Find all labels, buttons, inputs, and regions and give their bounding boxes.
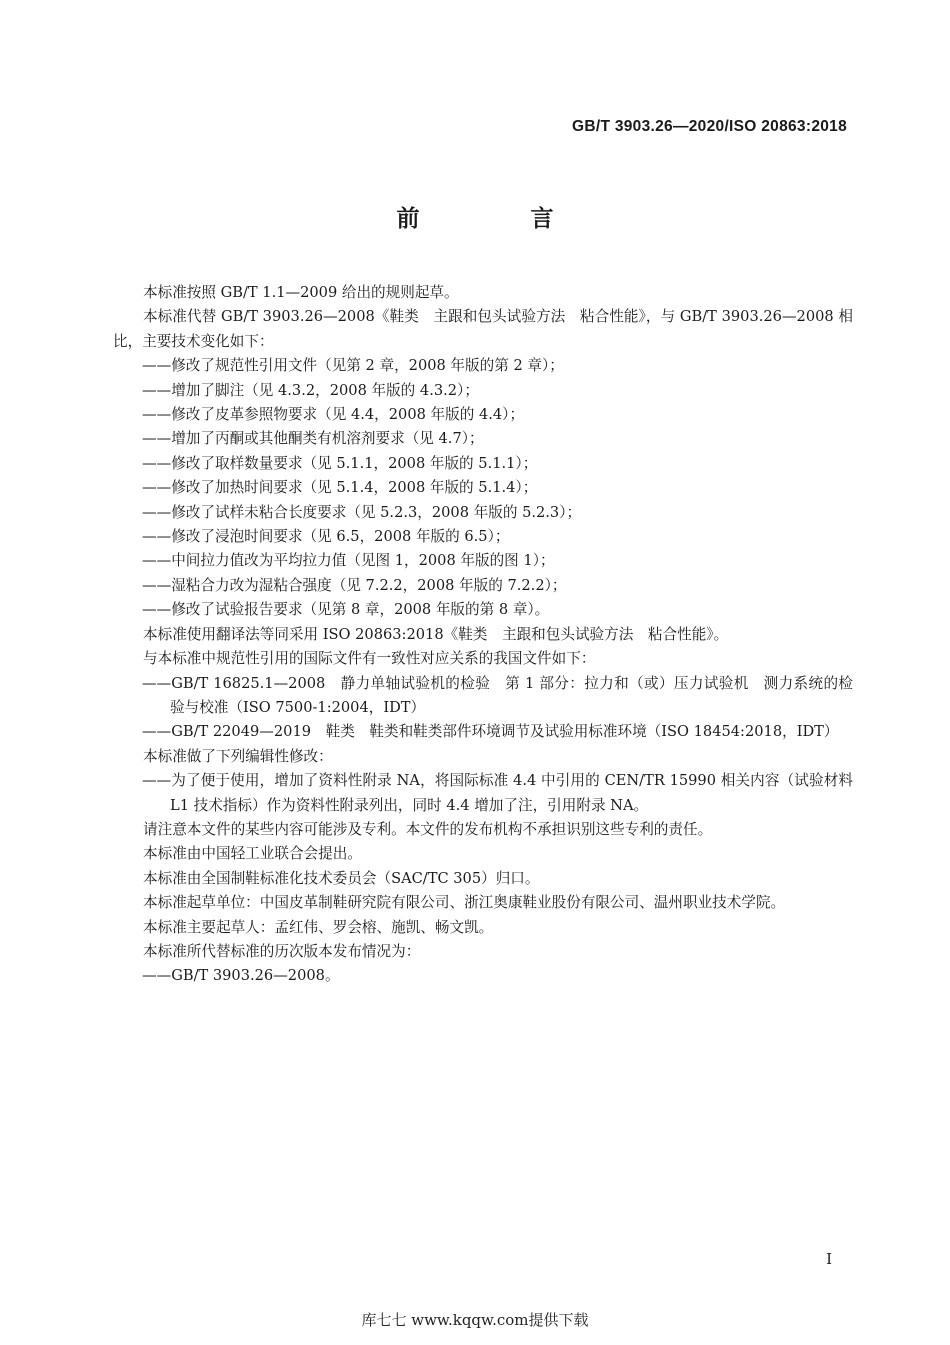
list-item: ——GB/T 16825.1—2008 静力单轴试验机的检验 第 1 部分：拉力和（或）压力试验机 测力系统的检验与校准（ISO 7500-1:2004，IDT） <box>142 674 853 716</box>
list-item: ——修改了试样未粘合长度要求（见 5.2.3，2008 年版的 5.2.3）； <box>142 503 582 521</box>
paragraph: 请注意本文件的某些内容可能涉及专利。本文件的发布机构不承担识别这些专利的责任。 <box>143 820 713 838</box>
list-item: ——增加了脚注（见 4.3.2，2008 年版的 4.3.2）； <box>142 381 479 399</box>
paragraph: 本标准主要起草人：孟红伟、罗会榕、施凯、畅文凯。 <box>143 918 494 936</box>
list-item: ——为了便于使用，增加了资料性附录 NA，将国际标准 4.4 中引用的 CEN/TR 15990 相关内容（试验材料 L1 技术指标）作为资料性附录列出，同时 4.4 增加了注，引用附录 NA。 <box>142 772 853 814</box>
list-item: ——修改了取样数量要求（见 5.1.1，2008 年版的 5.1.1）； <box>142 454 538 472</box>
list-item: ——修改了试验报告要求（见第 8 章，2008 年版的第 8 章）。 <box>142 601 550 619</box>
paragraph: 本标准按照 GB/T 1.1—2009 给出的规则起草。 <box>143 284 459 301</box>
list-item: ——修改了皮革参照物要求（见 4.4，2008 年版的 4.4）； <box>142 406 525 424</box>
paragraph: 本标准使用翻译法等同采用 ISO 20863:2018《鞋类 主跟和包头试验方法 粘合性能》。 <box>143 625 729 643</box>
paragraph: 本标准代替 GB/T 3903.26—2008《鞋类 主跟和包头试验方法 粘合性能》，与 GB/T 3903.26—2008 相比，主要技术变化如下： <box>113 308 853 350</box>
page-number: I <box>826 1250 832 1268</box>
list-item: ——修改了加热时间要求（见 5.1.4，2008 年版的 5.1.4）； <box>142 479 538 497</box>
list-item: ——修改了规范性引用文件（见第 2 章，2008 年版的第 2 章）； <box>142 357 564 375</box>
foreword-body <box>113 281 853 989</box>
list-item: ——湿粘合力改为湿粘合强度（见 7.2.2，2008 年版的 7.2.2）； <box>142 576 567 594</box>
standard-code-header: GB/T 3903.26—2020/ISO 20863:2018 <box>572 118 847 135</box>
paragraph: 本标准由中国轻工业联合会提出。 <box>143 845 362 863</box>
list-item: ——修改了浸泡时间要求（见 6.5，2008 年版的 6.5）； <box>142 528 510 546</box>
paragraph: 本标准起草单位：中国皮革制鞋研究院有限公司、浙江奥康鞋业股份有限公司、温州职业技术学院。 <box>143 894 786 912</box>
paragraph: 与本标准中规范性引用的国际文件有一致性对应关系的我国文件如下： <box>143 650 596 668</box>
page-title: 前 言 <box>396 206 598 232</box>
list-item: ——GB/T 3903.26—2008。 <box>142 967 340 985</box>
list-item: ——增加了丙酮或其他酮类有机溶剂要求（见 4.7）； <box>142 430 484 448</box>
paragraph: 本标准由全国制鞋标准化技术委员会（SAC/TC 305）归口。 <box>143 869 540 887</box>
paragraph: 本标准做了下列编辑性修改： <box>143 747 333 765</box>
paragraph: 本标准所代替标准的历次版本发布情况为： <box>143 942 421 960</box>
list-item: ——GB/T 22049—2019 鞋类 鞋类和鞋类部件环境调节及试验用标准环境（ISO 18454:2018，IDT） <box>142 723 839 741</box>
list-item: ——中间拉力值改为平均拉力值（见图 1，2008 年版的图 1）； <box>142 552 555 570</box>
footer-watermark: 库七七 www.kqqw.com提供下载 <box>361 1311 589 1329</box>
